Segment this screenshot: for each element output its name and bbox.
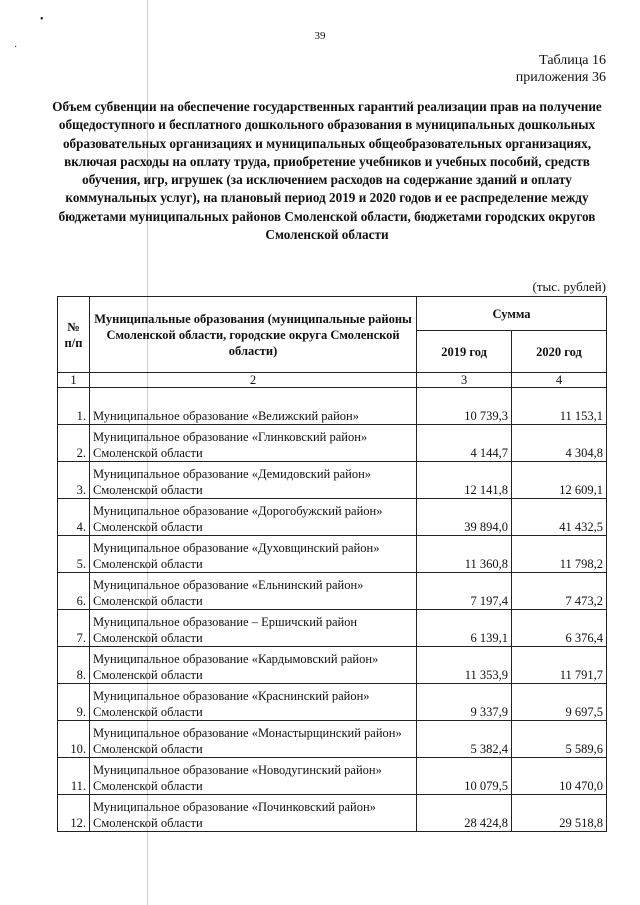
table-row	[58, 388, 607, 425]
table-reference	[516, 52, 606, 86]
header-year-2019: 2019 год	[417, 331, 512, 373]
subvention-table	[57, 296, 607, 832]
amount-2020-cell: 11 153,1	[512, 388, 607, 425]
municipality-cell: Муниципальное образование – Ершичский район Смоленской области	[89, 610, 416, 647]
header-year-2020: 2020 год	[512, 331, 607, 373]
municipality-cell: Муниципальное образование «Велижский район»	[89, 388, 416, 425]
row-number-cell: 6.	[58, 573, 90, 610]
row-number-cell: 2.	[58, 425, 90, 462]
amount-2019-cell: 4 144,7	[417, 425, 512, 462]
header-number: № п/п	[58, 297, 90, 373]
amount-2020-cell: 12 609,1	[512, 462, 607, 499]
row-number-cell: 4.	[58, 499, 90, 536]
municipality-cell: Муниципальное образование «Глинковский район» Смоленской области	[89, 425, 416, 462]
amount-2020-cell: 41 432,5	[512, 499, 607, 536]
amount-2019-cell: 11 353,9	[417, 647, 512, 684]
municipality-cell: Муниципальное образование «Дорогобужский район» Смоленской области	[89, 499, 416, 536]
table-row	[58, 610, 607, 647]
scan-speck: •	[40, 14, 44, 25]
amount-2019-cell: 6 139,1	[417, 610, 512, 647]
amount-2019-cell: 12 141,8	[417, 462, 512, 499]
amount-2020-cell: 7 473,2	[512, 573, 607, 610]
table-reference-line1: Таблица 16	[539, 53, 606, 68]
row-number-cell: 1.	[58, 388, 90, 425]
municipality-cell: Муниципальное образование «Кардымовский район» Смоленской области	[89, 647, 416, 684]
amount-2020-cell: 9 697,5	[512, 684, 607, 721]
table-reference-line2: приложения 36	[515, 70, 606, 85]
municipality-cell: Муниципальное образование «Духовщинский район» Смоленской области	[89, 536, 416, 573]
amount-2019-cell: 39 894,0	[417, 499, 512, 536]
municipality-cell: Муниципальное образование «Краснинский район» Смоленской области	[89, 684, 416, 721]
table-row	[58, 647, 607, 684]
document-title: Объем субвенции на обеспечение государственных гарантий реализации прав на получение общедоступного и бесплатного дошкольного образования в муниципальных дошкольных образовательных организациях и муниципальных общеобразовательных организациях, включая расходы на оплату труда, приобретение учебников и учебных пособий, средств обучения, игр, игрушек (за исключением расходов на содержание зданий и оплату коммунальных услуг), на плановый период 2019 и 2020 годов и ее распределение между бюджетами муниципальных районов Смоленской области, бюджетами городских округов Смоленской области	[52, 99, 602, 243]
column-index: 4	[512, 373, 607, 388]
municipality-cell: Муниципальное образование «Демидовский район» Смоленской области	[89, 462, 416, 499]
table-row	[58, 684, 607, 721]
amount-2020-cell: 29 518,8	[512, 795, 607, 832]
column-index: 3	[417, 373, 512, 388]
table-row	[58, 536, 607, 573]
amount-2020-cell: 10 470,0	[512, 758, 607, 795]
header-municipality: Муниципальные образования (муниципальные районы Смоленской области, городские округа Смоленской области)	[89, 297, 416, 373]
amount-2019-cell: 9 337,9	[417, 684, 512, 721]
table-row	[58, 462, 607, 499]
row-number-cell: 8.	[58, 647, 90, 684]
amount-2020-cell: 4 304,8	[512, 425, 607, 462]
municipality-cell: Муниципальное образование «Монастырщинский район» Смоленской области	[89, 721, 416, 758]
row-number-cell: 10.	[58, 721, 90, 758]
column-index: 1	[58, 373, 90, 388]
row-number-cell: 12.	[58, 795, 90, 832]
amount-2019-cell: 10 739,3	[417, 388, 512, 425]
column-index: 2	[89, 373, 416, 388]
table-row	[58, 795, 607, 832]
amount-2020-cell: 11 791,7	[512, 647, 607, 684]
header-sum: Сумма	[417, 297, 607, 331]
table-row	[58, 425, 607, 462]
unit-label: (тыс. рублей)	[532, 279, 606, 294]
row-number-cell: 5.	[58, 536, 90, 573]
amount-2019-cell: 7 197,4	[417, 573, 512, 610]
row-number-cell: 11.	[58, 758, 90, 795]
amount-2019-cell: 28 424,8	[417, 795, 512, 832]
amount-2019-cell: 10 079,5	[417, 758, 512, 795]
scan-speck: ·	[14, 42, 18, 53]
amount-2019-cell: 5 382,4	[417, 721, 512, 758]
row-number-cell: 7.	[58, 610, 90, 647]
table-row	[58, 499, 607, 536]
amount-2019-cell: 11 360,8	[417, 536, 512, 573]
amount-2020-cell: 5 589,6	[512, 721, 607, 758]
page-number: 39	[314, 30, 326, 42]
amount-2020-cell: 11 798,2	[512, 536, 607, 573]
table-row	[58, 573, 607, 610]
row-number-cell: 3.	[58, 462, 90, 499]
municipality-cell: Муниципальное образование «Починковский район» Смоленской области	[89, 795, 416, 832]
amount-2020-cell: 6 376,4	[512, 610, 607, 647]
row-number-cell: 9.	[58, 684, 90, 721]
table-row	[58, 758, 607, 795]
municipality-cell: Муниципальное образование «Новодугинский район» Смоленской области	[89, 758, 416, 795]
municipality-cell: Муниципальное образование «Ельнинский район» Смоленской области	[89, 573, 416, 610]
table-row	[58, 721, 607, 758]
